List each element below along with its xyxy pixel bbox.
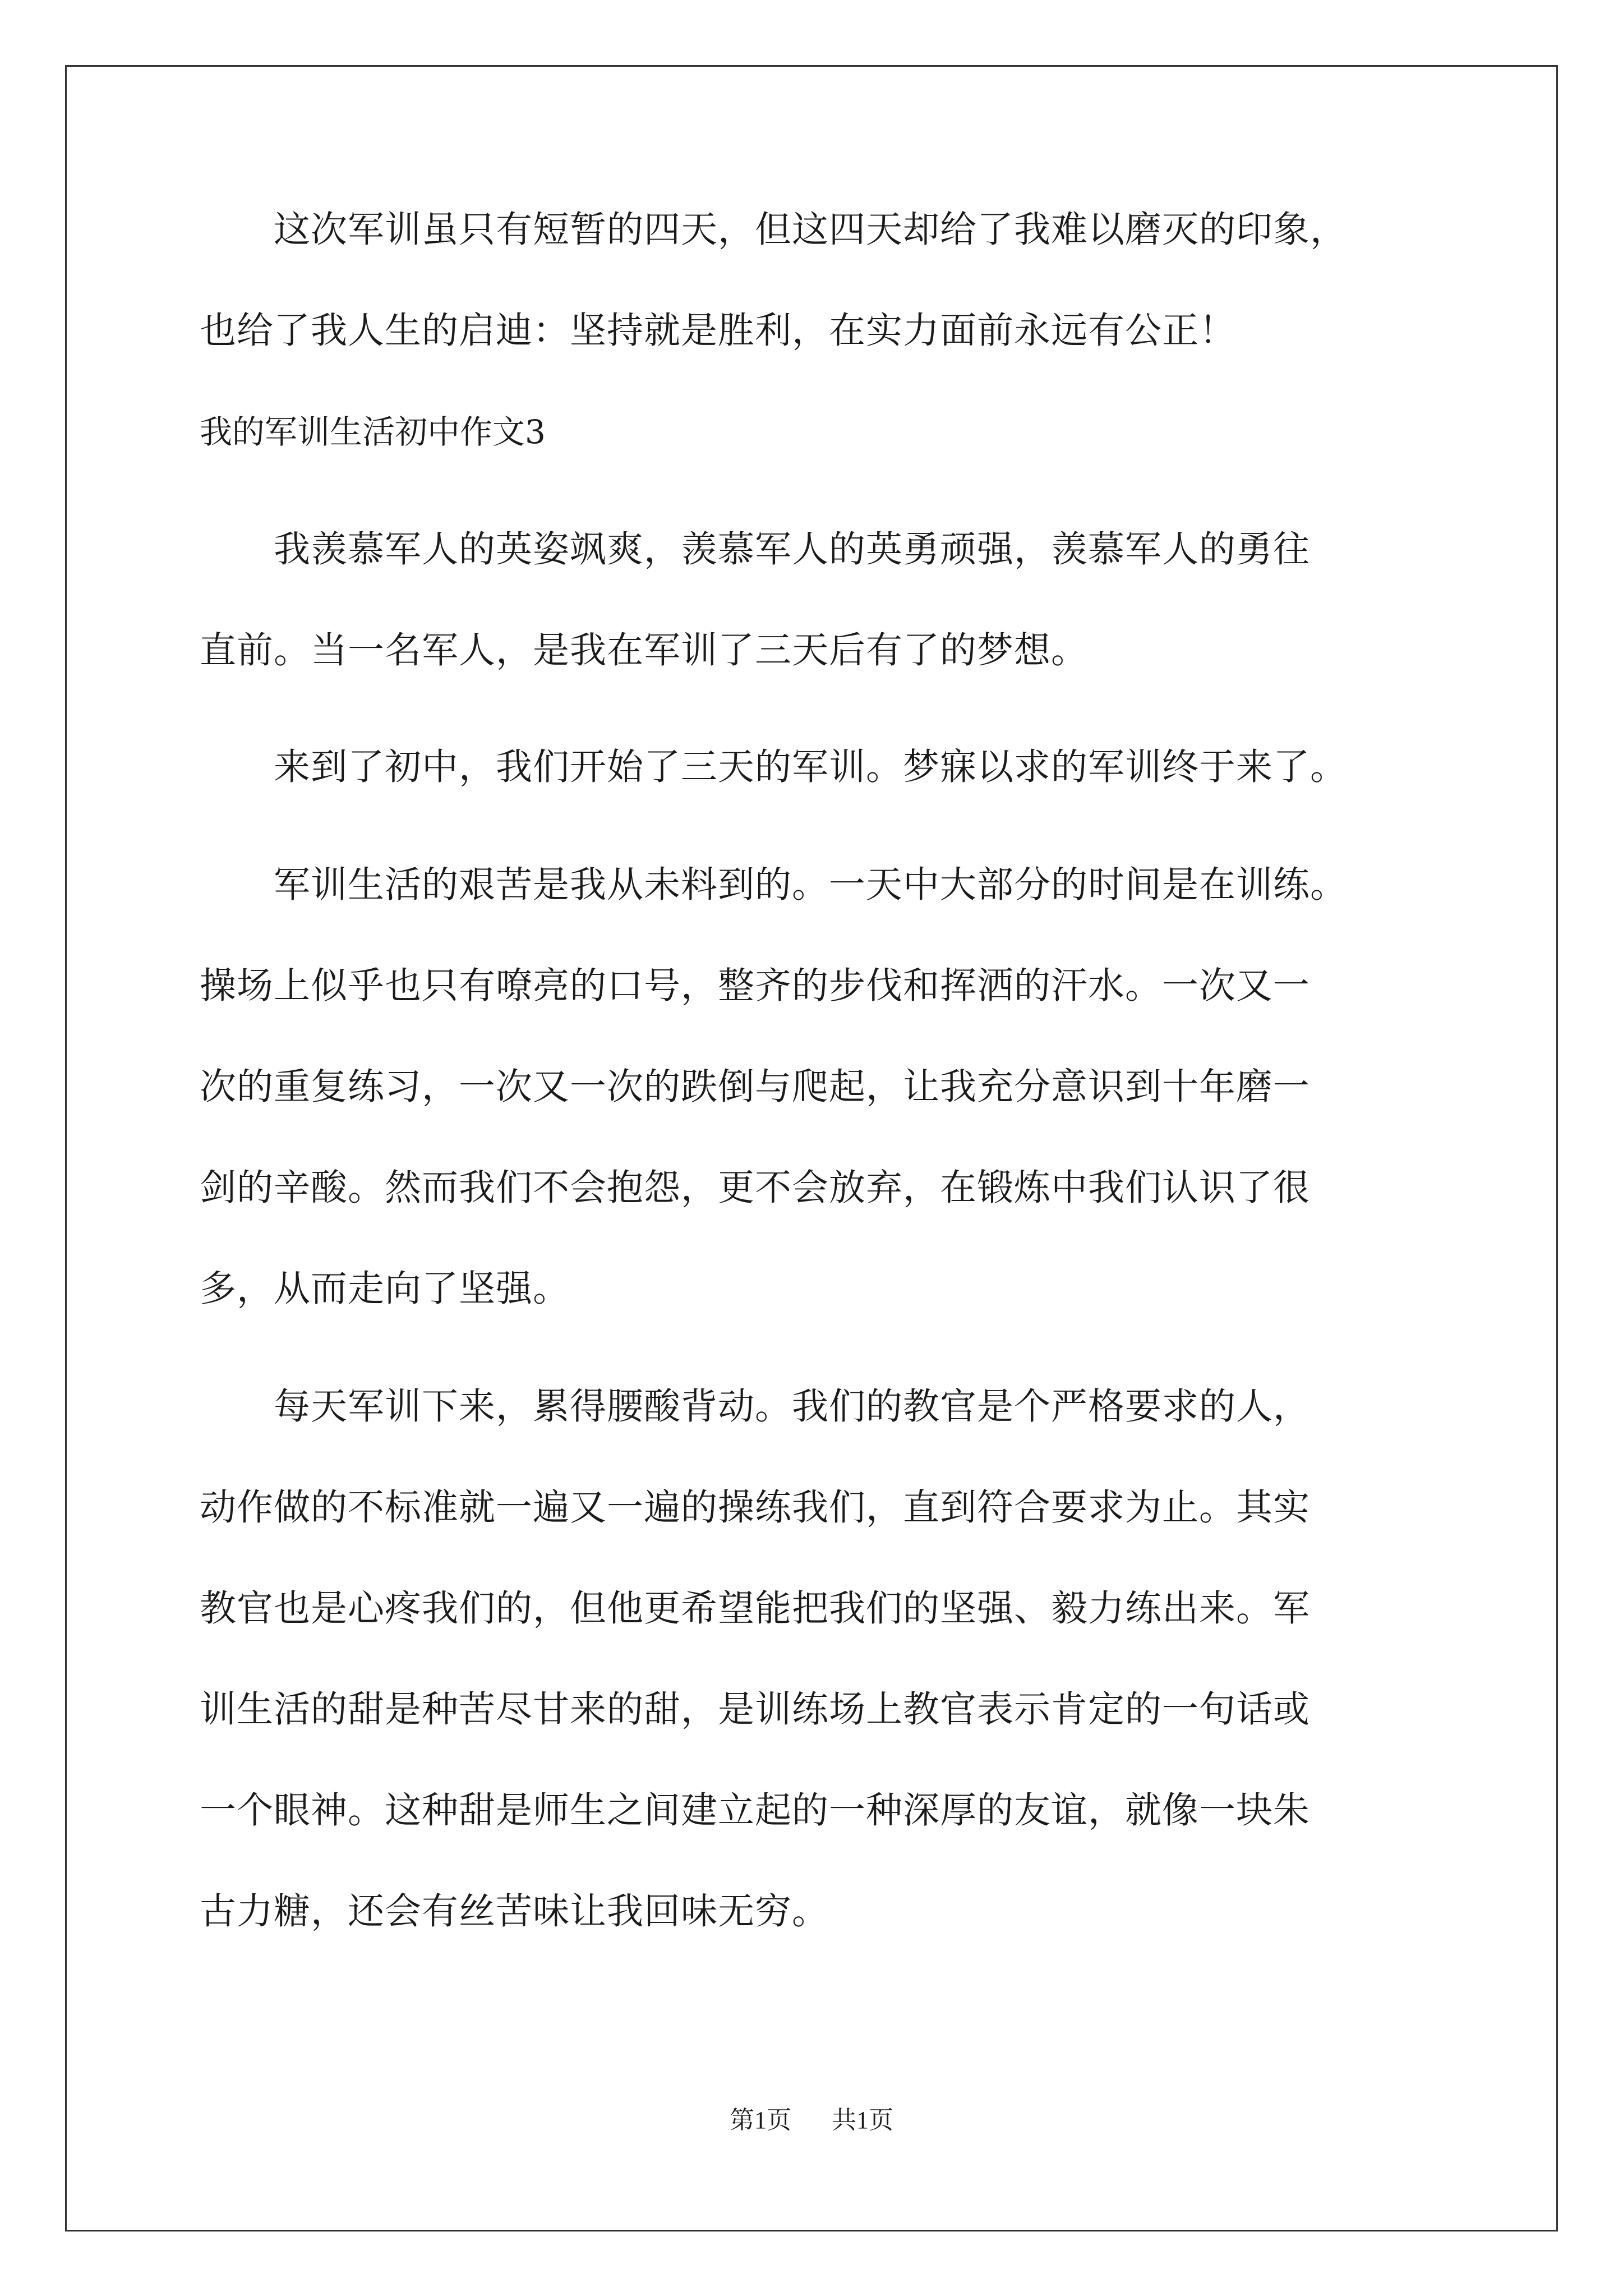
text-line: 教官也是心疼我们的，但他更希望能把我们的坚强、毅力练出来。军 xyxy=(200,1588,1311,1630)
text-line: 每天军训下来，累得腰酸背动。我们的教官是个严格要求的人， xyxy=(200,1386,1311,1428)
page-number: 第1页 xyxy=(730,2106,791,2134)
text-line: 也给了我人生的启迪：坚持就是胜利，在实力面前永远有公正！ xyxy=(200,310,1237,352)
text-line: 多，从而走向了坚强。 xyxy=(200,1268,570,1310)
total-pages: 共1页 xyxy=(832,2106,893,2134)
text-line: 训生活的甜是种苦尽甘来的甜，是训练场上教官表示肯定的一句话或 xyxy=(200,1688,1311,1731)
text-line: 操场上似乎也只有嘹亮的口号，整齐的步伐和挥洒的汗水。一次又一 xyxy=(200,965,1311,1007)
text-line: 次的重复练习，一次又一次的跌倒与爬起，让我充分意识到十年磨一 xyxy=(200,1066,1311,1108)
text-line: 直前。当一名军人，是我在军训了三天后有了的梦想。 xyxy=(200,629,1089,671)
page-footer xyxy=(0,2105,1623,2136)
text-line: 动作做的不标准就一遍又一遍的操练我们，直到符合要求为止。其实 xyxy=(200,1487,1311,1529)
text-line: 军训生活的艰苦是我从未料到的。一天中大部分的时间是在训练。 xyxy=(200,864,1348,906)
text-line: 这次军训虽只有短暂的四天，但这四天却给了我难以磨灭的印象， xyxy=(200,209,1348,251)
text-line: 剑的辛酸。然而我们不会抱怨，更不会放弃，在锻炼中我们认识了很 xyxy=(200,1167,1311,1209)
text-line: 一个眼神。这种甜是师生之间建立起的一种深厚的友谊，就像一块朱 xyxy=(200,1789,1311,1832)
section-heading: 我的军训生活初中作文3 xyxy=(200,413,546,451)
text-line: 古力糖，还会有丝苦味让我回味无穷。 xyxy=(200,1890,829,1932)
text-line: 来到了初中，我们开始了三天的军训。梦寐以求的军训终于来了。 xyxy=(200,746,1348,788)
text-line: 我羡慕军人的英姿飒爽，羡慕军人的英勇顽强，羡慕军人的勇往 xyxy=(200,528,1311,570)
